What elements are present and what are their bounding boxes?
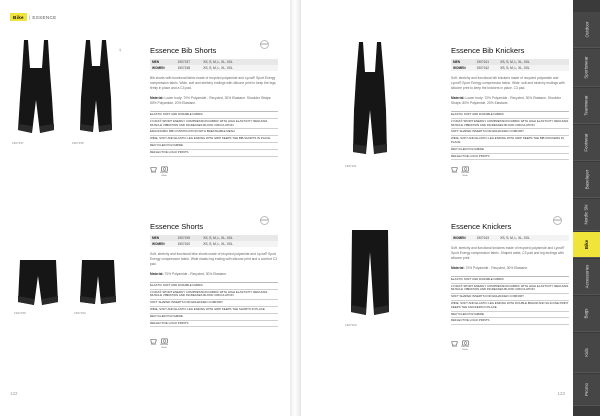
feature-item: REFLECTIVE LOGO PRINTS (451, 154, 569, 161)
tab-footwear[interactable]: Footwear (573, 125, 600, 161)
breadcrumb-separator: | (28, 14, 31, 20)
feature-item: ELASTIC SOFT AND DURABLE FABRIC (451, 277, 569, 284)
feature-item: REFLECTIVE LOGO PRINTS (150, 150, 278, 157)
caption-bib-shorts-men: 1907157 (12, 141, 24, 145)
shorts-women-illustration (72, 258, 124, 308)
size-table (451, 59, 569, 71)
product-material: Material: 70% Polyamide - Recycled, 30% Elastane. (451, 265, 528, 270)
feature-item: LYCRA® SPORT ENERGY COMPRESSION FABRIC WITH HIGH ELASTICITY REDUCES MUSCLE VIBRATION AND INCREASES BLOOD CIRCULATION (150, 290, 278, 301)
page-number-left: 122 (10, 391, 18, 396)
feature-item: RECYCLED POLYAMIDE (150, 143, 278, 150)
brand-badge: CRAFT (260, 40, 269, 49)
size-row-women: WOMEN 1907160 XS, S, M, L, XL, XXL (150, 241, 278, 247)
breadcrumb-category[interactable]: Bike (10, 13, 27, 21)
caption-shorts-men: 1907159 (14, 311, 26, 315)
tab-kids[interactable]: Kids (573, 333, 600, 373)
knickers-illustration (343, 228, 397, 320)
product-image-bib-knickers[interactable] (343, 40, 397, 160)
feature-item: RECYCLED POLYAMIDE (150, 314, 278, 321)
feature-item: ELASTIC SOFT AND DURABLE FABRIC (451, 112, 569, 119)
product-title: Essence Shorts (150, 222, 204, 231)
product-title: Essence Knickers (451, 222, 512, 231)
size-table (150, 59, 278, 71)
product-image-knickers[interactable] (343, 228, 397, 320)
category-tabs (573, 0, 600, 416)
size-table (451, 235, 569, 241)
feature-item: WIDE, SOFT AND ELASTIC LEG ENDING WITH DOUBLE BRAND AND SILICONE PRINT KEEPS THE KNICKERS IN PLACE (451, 301, 569, 312)
breadcrumb-section[interactable]: ESSENCE (32, 14, 57, 20)
feature-item: SOFT SHAPED INSERTS FOR ENHANCED COMFORT (451, 129, 569, 136)
breadcrumb (10, 13, 56, 21)
caption-knickers: 1907163 (345, 323, 357, 327)
product-description: Soft, stretchy and functional knickers made of recycled polyamide and Lycra® Sport Energy compression fabric. Shaped waist, C3 pad and leg endings with silicone print. (451, 246, 565, 261)
page-number-right: 123 (557, 391, 565, 396)
page-gutter (290, 0, 301, 416)
tab-promo[interactable]: Promo (573, 374, 600, 406)
product-info (451, 46, 569, 160)
care-instructions: Wash Machine Wash (451, 166, 469, 177)
care-instructions: Wash Machine Wash (451, 340, 469, 351)
care-instructions: Wash Machine Wash (150, 338, 168, 349)
product-description: Soft, stretchy and functional bike shorts made of recycled polyamide and Lycra® Sport Energy compression fabric. Wide elastic leg ending with silicone print and a comfort C3 pad. (150, 252, 277, 267)
bib-knickers-illustration (343, 40, 397, 160)
product-image-shorts-women[interactable] (72, 258, 124, 308)
product-info (150, 222, 278, 327)
feature-item: SOFT SHAPED INSERTS FOR ENHANCED COMFORT (451, 294, 569, 301)
bib-shorts-women-illustration (70, 38, 122, 138)
tab-nordic-ski[interactable]: Nordic Ski (573, 199, 600, 231)
size-table (150, 235, 278, 247)
women-symbol-icon: ♀ (118, 48, 123, 54)
feature-item: REFLECTIVE LOGO PRINTS (150, 321, 278, 328)
feature-item: RECYCLED POLYAMIDE (451, 312, 569, 319)
product-title: Essence Bib Knickers (451, 46, 525, 55)
product-material: Material: 70% Polyamide - Recycled, 30% Elastane. (150, 271, 227, 276)
feature-item: SOFT SHAPED INSERTS FOR ENHANCED COMFORT (150, 300, 278, 307)
size-row-men: MEN 1907161 XS, S, M, L, XL, XXL (451, 59, 569, 65)
tab-outdoor[interactable]: Outdoor (573, 12, 600, 48)
feature-item: REFLECTIVE LOGO PRINTS (451, 318, 569, 325)
tab-bags[interactable]: Bags (573, 296, 600, 332)
feature-list (451, 111, 569, 160)
feature-list (150, 282, 278, 328)
product-info (451, 222, 569, 325)
bib-shorts-men-illustration (10, 38, 62, 138)
feature-item: RECYCLED POLYAMIDE (451, 147, 569, 154)
product-material: Material: Lower body: 70% Polyamide - Recycled, 30% Elastane. Shoulder Straps: 80% Polyamide, 20% Elastane. (451, 95, 561, 105)
feature-item: WIDE, SOFT AND ELASTIC LEG ENDING WITH GRIP KEEPS THE BIB SHORTS IN PLACE (150, 136, 278, 143)
tab-accessories[interactable]: Accessories (573, 259, 600, 295)
size-row-women: WOMEN 1907158 XS, S, M, L, XL, XXL (150, 65, 278, 71)
feature-item: LYCRA® SPORT ENERGY COMPRESSION FABRIC WITH HIGH ELASTICITY REDUCES MUSCLE VIBRATION AND INCREASES BLOOD CIRCULATION (150, 119, 278, 130)
product-title: Essence Bib Shorts (150, 46, 217, 55)
catalog-page-left (0, 0, 290, 416)
feature-list (451, 276, 569, 325)
size-row-men: MEN 1907159 XS, S, M, L, XL, XXL (150, 235, 278, 241)
product-description: Bib shorts with functional fabric made of recycled polyamide and Lycra® Sport Energy compression fabric. Wide, soft and stretchy endings with silicone print to keep the legs firmly in place and a C3 pad. (150, 76, 276, 91)
tab-sportswear[interactable]: Sportswear (573, 49, 600, 87)
product-image-bib-shorts-women[interactable] (70, 38, 122, 138)
feature-list (150, 111, 278, 157)
tab-bike[interactable]: Bike (573, 232, 600, 258)
feature-item: ELASTIC SOFT AND DURABLE FABRIC (150, 283, 278, 290)
feature-item: ERGONOMIC BIB CONSTRUCTION WITH BREATHABLE MESH (150, 129, 278, 136)
product-image-bib-shorts-men[interactable] (10, 38, 62, 138)
care-instructions: Wash Machine Wash (150, 166, 168, 177)
feature-item: ELASTIC SOFT AND DURABLE FABRIC (150, 112, 278, 119)
catalog-page-right (301, 0, 573, 416)
caption-bib-shorts-women: 1907158 (72, 141, 84, 145)
feature-item: LYCRA® SPORT ENERGY COMPRESSION FABRIC WITH HIGH ELASTICITY REDUCES MUSCLE VIBRATION AND INCREASES BLOOD CIRCULATION (451, 119, 569, 130)
brand-badge: CRAFT (260, 216, 269, 225)
size-row-women: WOMEN 1907162 XS, S, M, L, XL, XXL (451, 65, 569, 71)
size-row-men: MEN 1907157 XS, S, M, L, XL, XXL (150, 59, 278, 65)
feature-item: LYCRA® SPORT ENERGY COMPRESSION FABRIC WITH HIGH ELASTICITY REDUCES MUSCLE VIBRATION AND INCREASES BLOOD CIRCULATION (451, 284, 569, 295)
product-image-shorts-men[interactable] (12, 258, 64, 308)
brand-badge: CRAFT (553, 216, 562, 225)
product-description: Soft, stretchy and functional bib knickers made of recycled polyamide and Lycra® Sport Energy compression fabric. Wide, soft and stretchy endings with silicone print to keep the knickers in place. C3 pad. (451, 76, 565, 91)
product-info (150, 46, 278, 157)
caption-shorts-women: 1907160 (74, 311, 86, 315)
feature-item: WIDE, SOFT AND ELASTIC LEG ENDING WITH GRIP KEEPS THE SHORTS IN PLACE (150, 307, 278, 314)
product-material: Material: Lower body: 70% Polyamide - Recycled, 30% Elastane. Shoulder Straps: 80% Polyamide, 20% Elastane. (150, 95, 272, 105)
tab-teamwear[interactable]: Teamwear (573, 88, 600, 124)
shorts-men-illustration (12, 258, 64, 308)
feature-item: WIDE, SOFT AND ELASTIC LEG ENDING WITH GRIP KEEPS THE BIB KNICKERS IN PLACE (451, 136, 569, 147)
tab-baselayer[interactable]: Baselayer (573, 162, 600, 198)
size-row-women: WOMEN 1907163 XS, S, M, L, XL, XXL (451, 235, 569, 241)
caption-bib-knickers: 1907161 (345, 164, 357, 168)
